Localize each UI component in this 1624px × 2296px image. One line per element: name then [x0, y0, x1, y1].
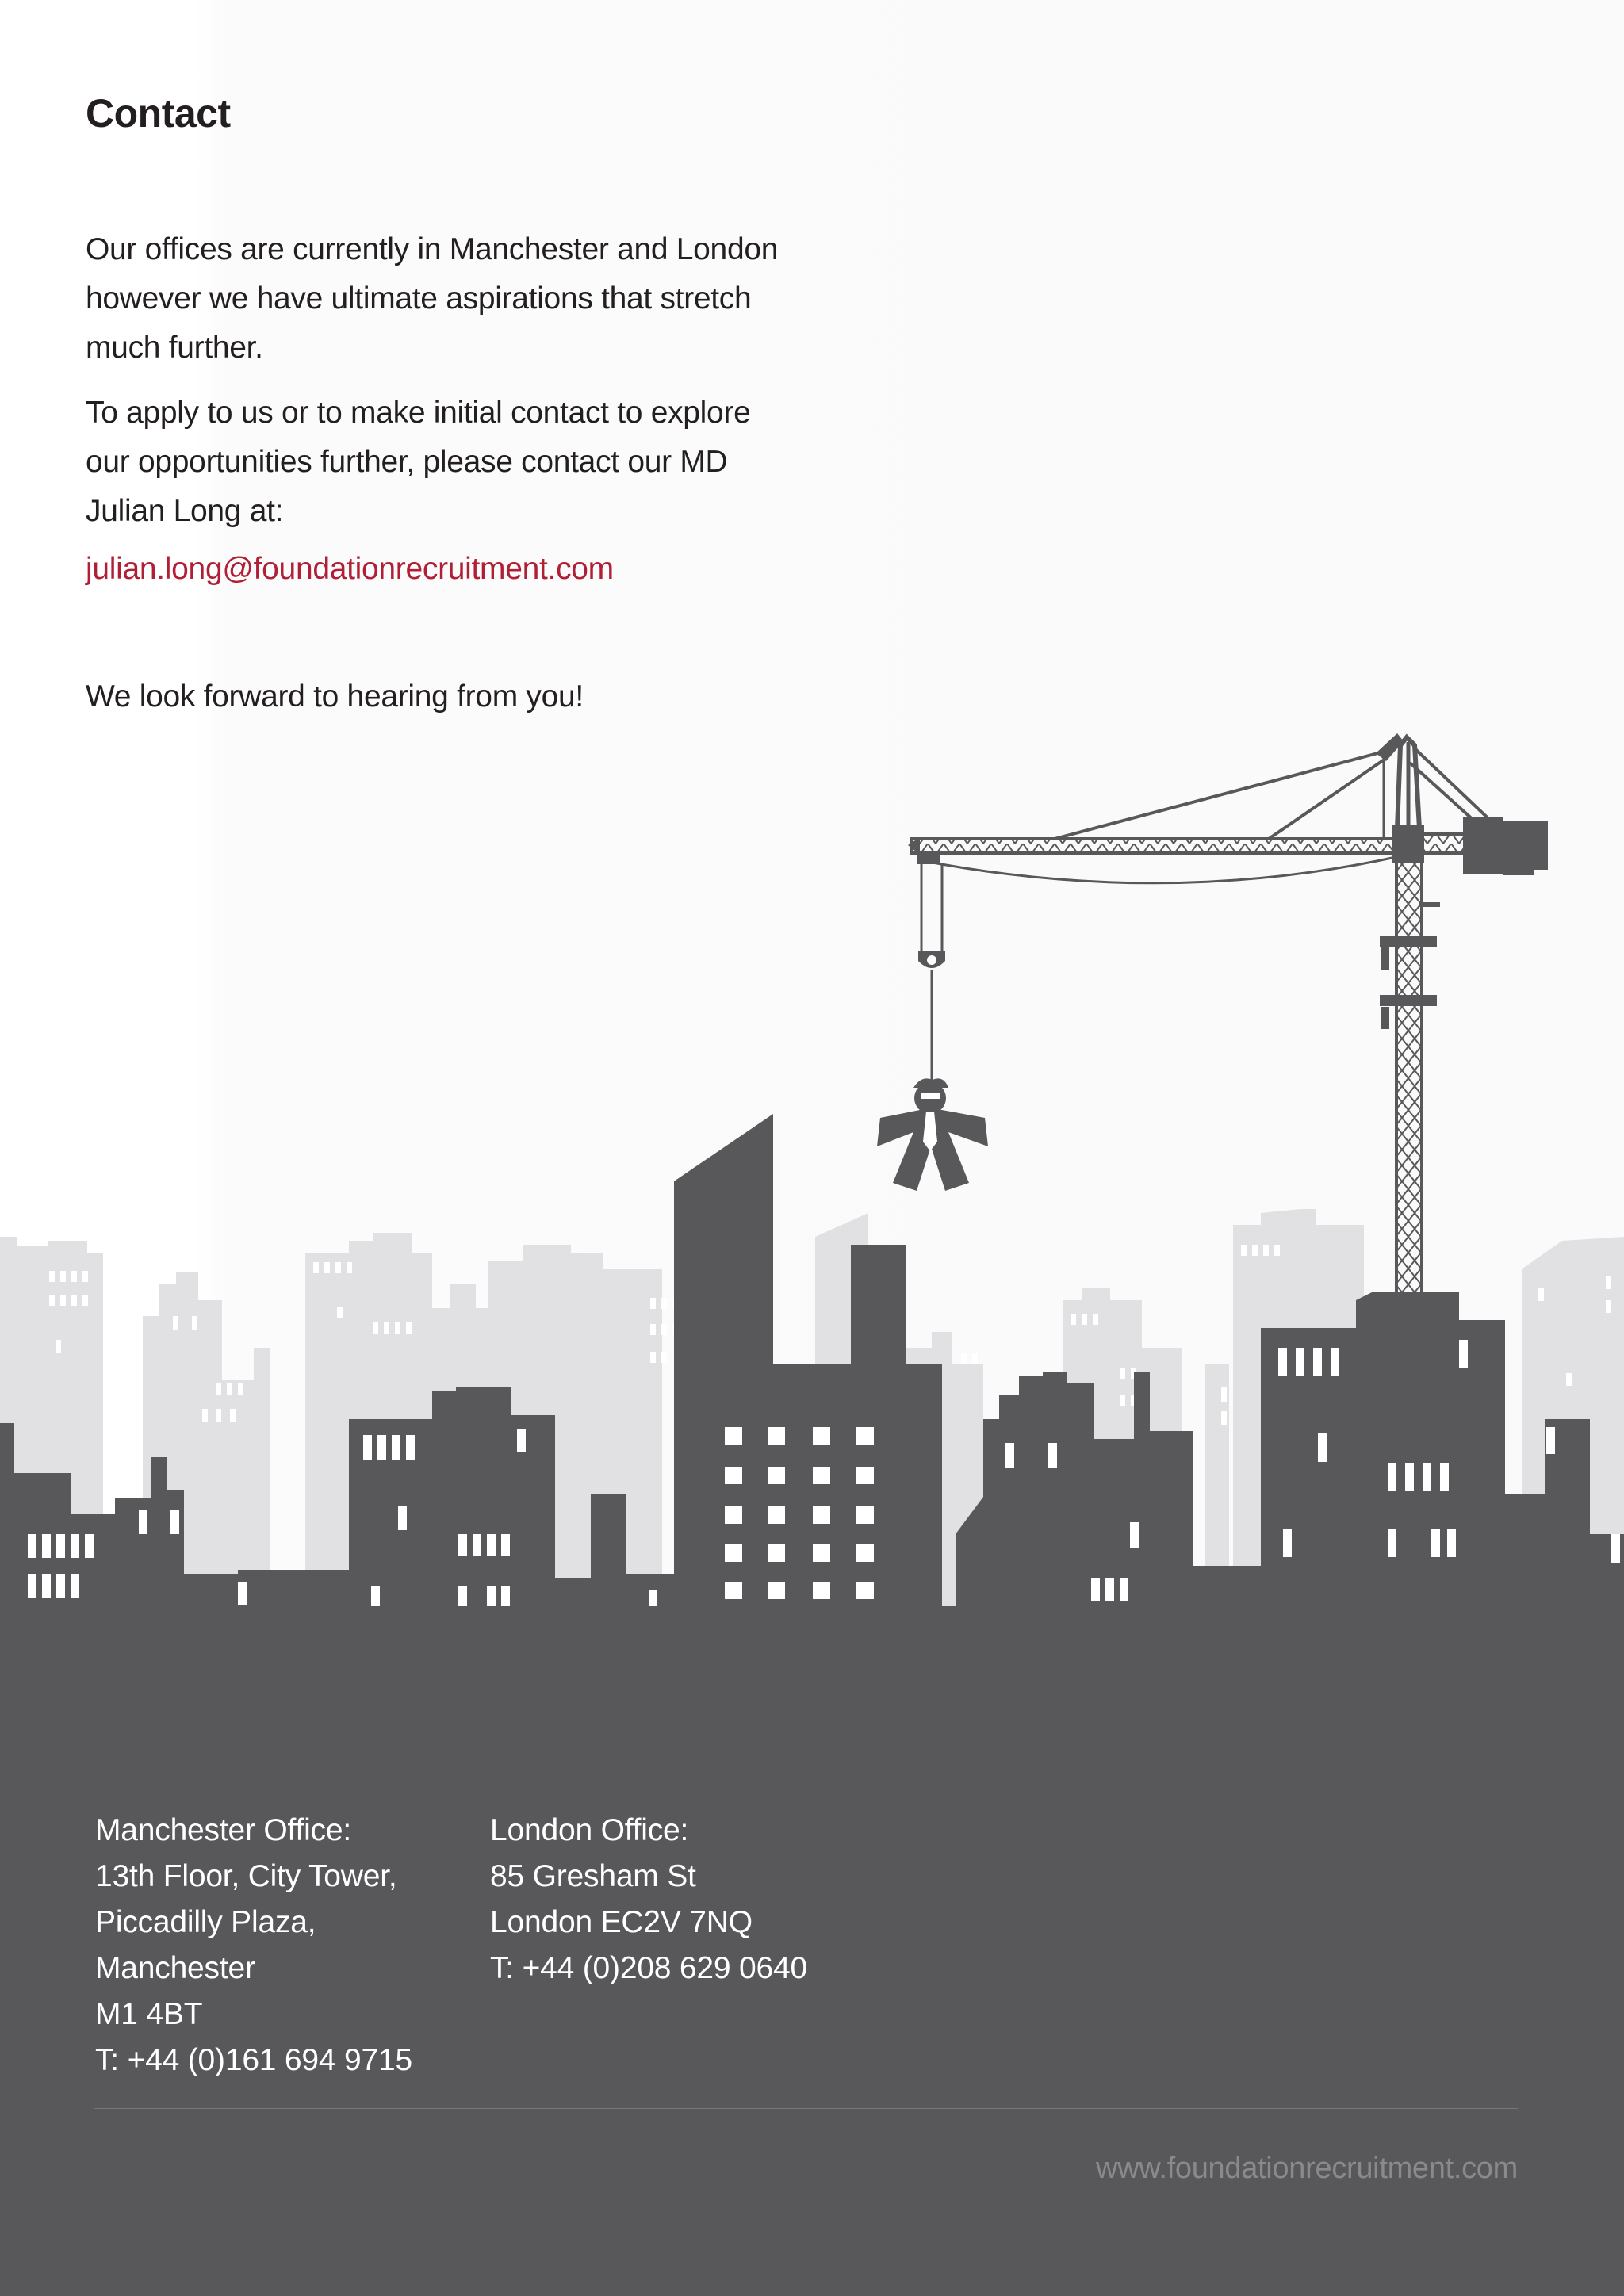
- manchester-office-address: [95, 1808, 412, 2084]
- address-line: 85 Gresham St: [490, 1859, 696, 1893]
- page-title: Contact: [86, 91, 231, 136]
- address-line: Manchester: [95, 1951, 255, 1985]
- intro-paragraph: Our offices are currently in Manchester and London however we have ultimate aspirations that stretch much further.: [86, 232, 779, 365]
- website-link[interactable]: www.foundationrecruitment.com: [1096, 2152, 1518, 2185]
- manchester-phone: T: +44 (0)161 694 9715: [95, 2043, 412, 2077]
- address-line: Piccadilly Plaza,: [95, 1905, 316, 1939]
- london-office-address: [490, 1808, 807, 1992]
- address-line: London EC2V 7NQ: [490, 1905, 753, 1939]
- london-office-heading: London Office:: [490, 1813, 689, 1847]
- hanging-figure-icon: [877, 1078, 988, 1191]
- tower-crane: [877, 733, 1548, 1296]
- address-line: 13th Floor, City Tower,: [95, 1859, 397, 1893]
- london-phone: T: +44 (0)208 629 0640: [490, 1951, 807, 1985]
- footer-divider: [94, 2108, 1518, 2109]
- email-link[interactable]: julian.long@foundationrecruitment.com: [86, 552, 614, 586]
- apply-paragraph: To apply to us or to make initial contact to explore our opportunities further, please contact our MD Julian Long at:: [86, 396, 751, 528]
- closing-text: We look forward to hearing from you!: [86, 679, 584, 714]
- address-line: M1 4BT: [95, 1997, 203, 2031]
- manchester-office-heading: Manchester Office:: [95, 1813, 351, 1847]
